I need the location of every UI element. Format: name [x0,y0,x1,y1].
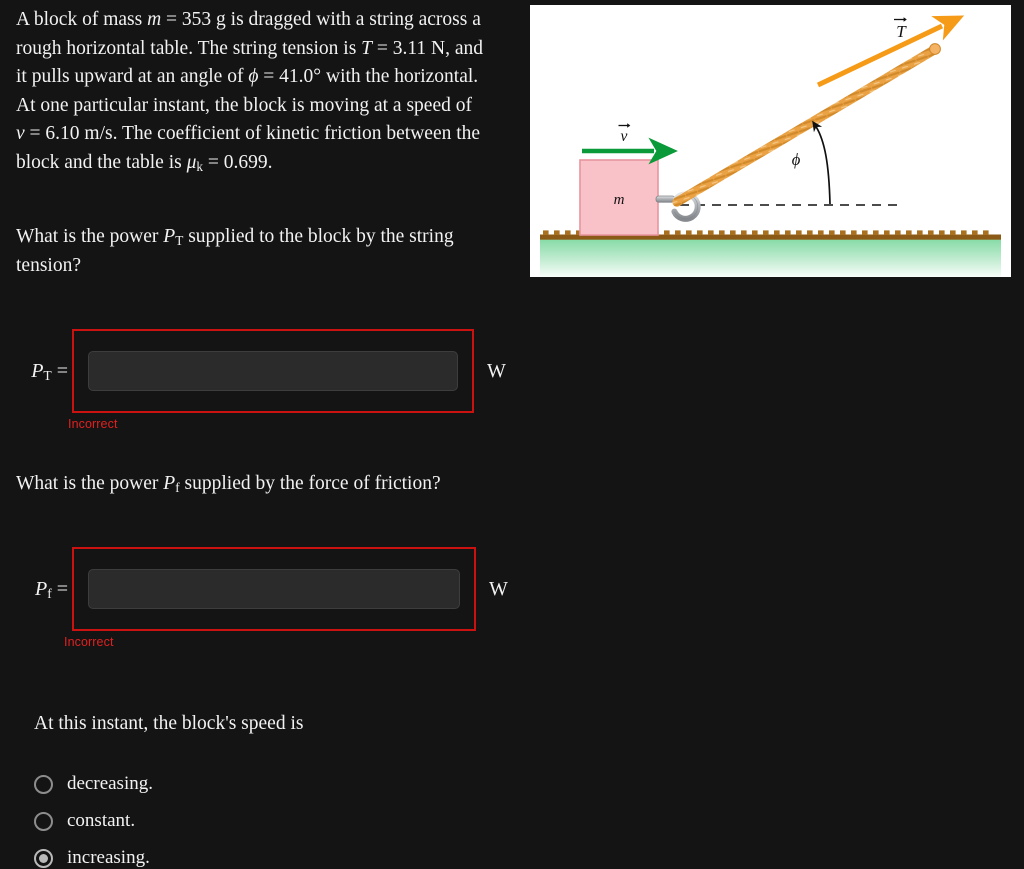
problem-line-4: At one particular instant, the block is moving at a speed of [16,94,472,116]
answer-2-label [16,578,72,601]
choice-label-constant: constant. [67,810,136,831]
answer-2-subscript: f [47,585,52,601]
radio-icon-increasing[interactable] [34,849,53,868]
radio-icon-decreasing[interactable] [34,775,53,794]
choice-label-increasing: increasing. [67,847,150,868]
rope-highlight [677,50,934,202]
physics-diagram-panel [530,5,1011,277]
answer-1-symbol: P [31,359,44,382]
status-badge-question-2: Incorrect [64,635,114,649]
status-badge-question-1: Incorrect [68,417,118,431]
answer-1-label [16,360,72,383]
problem-line-1: A block of mass m = 353 g is dragged with a string across a [16,9,481,30]
question-2-text-after: supplied by the force of friction? [179,473,441,494]
angle-label: ϕ [791,150,801,169]
tension-symbol: T [361,37,373,59]
friction-symbol: μ [186,151,197,173]
answer-input-power-friction[interactable] [88,569,460,609]
question-2-symbol: P [163,473,176,494]
mass-value: 353 g [181,9,226,30]
speed-value: 6.10 m/s [45,123,113,145]
question-1-subscript: T [175,232,184,248]
problem-statement [16,6,494,178]
choice-label-decreasing: decreasing. [67,773,153,794]
ground-green-area [540,239,1001,277]
problem-line-6: block and the table is $\mu_k = 0.699$. [16,151,273,174]
velocity-vector-label [619,123,631,145]
physics-diagram [530,5,1011,277]
question-1-symbol: P [163,226,176,247]
friction-subscript: k [196,158,203,174]
angle-symbol: ϕ [248,66,259,88]
choice-constant[interactable] [34,810,135,832]
svg-text:T: T [896,22,906,41]
problem-line-3: it pulls upward at an angle of ϕ = 41.0° with the horizontal. [16,66,479,88]
choice-increasing[interactable] [34,847,150,869]
answer-2-unit: W [489,577,508,600]
question-2-text-before: What is the power [16,473,164,494]
problem-line-5: v = 6.10 m/s. The coefficient of kinetic friction between the [16,123,481,145]
tension-vector-label [894,17,907,41]
angle-value: 41.0° [279,66,322,88]
question-2-subscript: f [175,479,180,495]
multiple-choice-prompt: At this instant, the block's speed is [34,713,304,734]
rope-end-knot [930,44,941,55]
choice-decreasing[interactable] [34,773,153,795]
answer-1-unit: W [487,359,506,382]
block-mass-label: m [613,192,625,208]
answer-2-symbol: P [34,577,48,600]
problem-line-2: rough horizontal table. The string tension is T = 3.11 N, and [16,37,484,59]
question-2-prompt [16,470,486,499]
question-1-prompt [16,223,486,280]
answer-row-power-tension [16,329,506,413]
radio-icon-constant[interactable] [34,812,53,831]
answer-2-equals: = [56,577,68,600]
tension-value: 3.11 N [392,37,446,59]
question-1-text-before: What is the power [16,226,164,247]
answer-1-equals: = [56,359,68,382]
svg-text:v: v [620,128,628,145]
question-1-text-after: supplied to the block by the string tension? [16,226,454,276]
answer-2-box [72,547,476,631]
friction-value: 0.699 [223,151,268,173]
angle-arc [815,125,830,204]
answer-row-power-friction [16,547,508,631]
answer-1-subscript: T [43,367,52,383]
answer-1-box [72,329,474,413]
speed-symbol: v [16,123,25,145]
mass-symbol: m [147,9,162,30]
answer-input-power-tension[interactable] [88,351,458,391]
